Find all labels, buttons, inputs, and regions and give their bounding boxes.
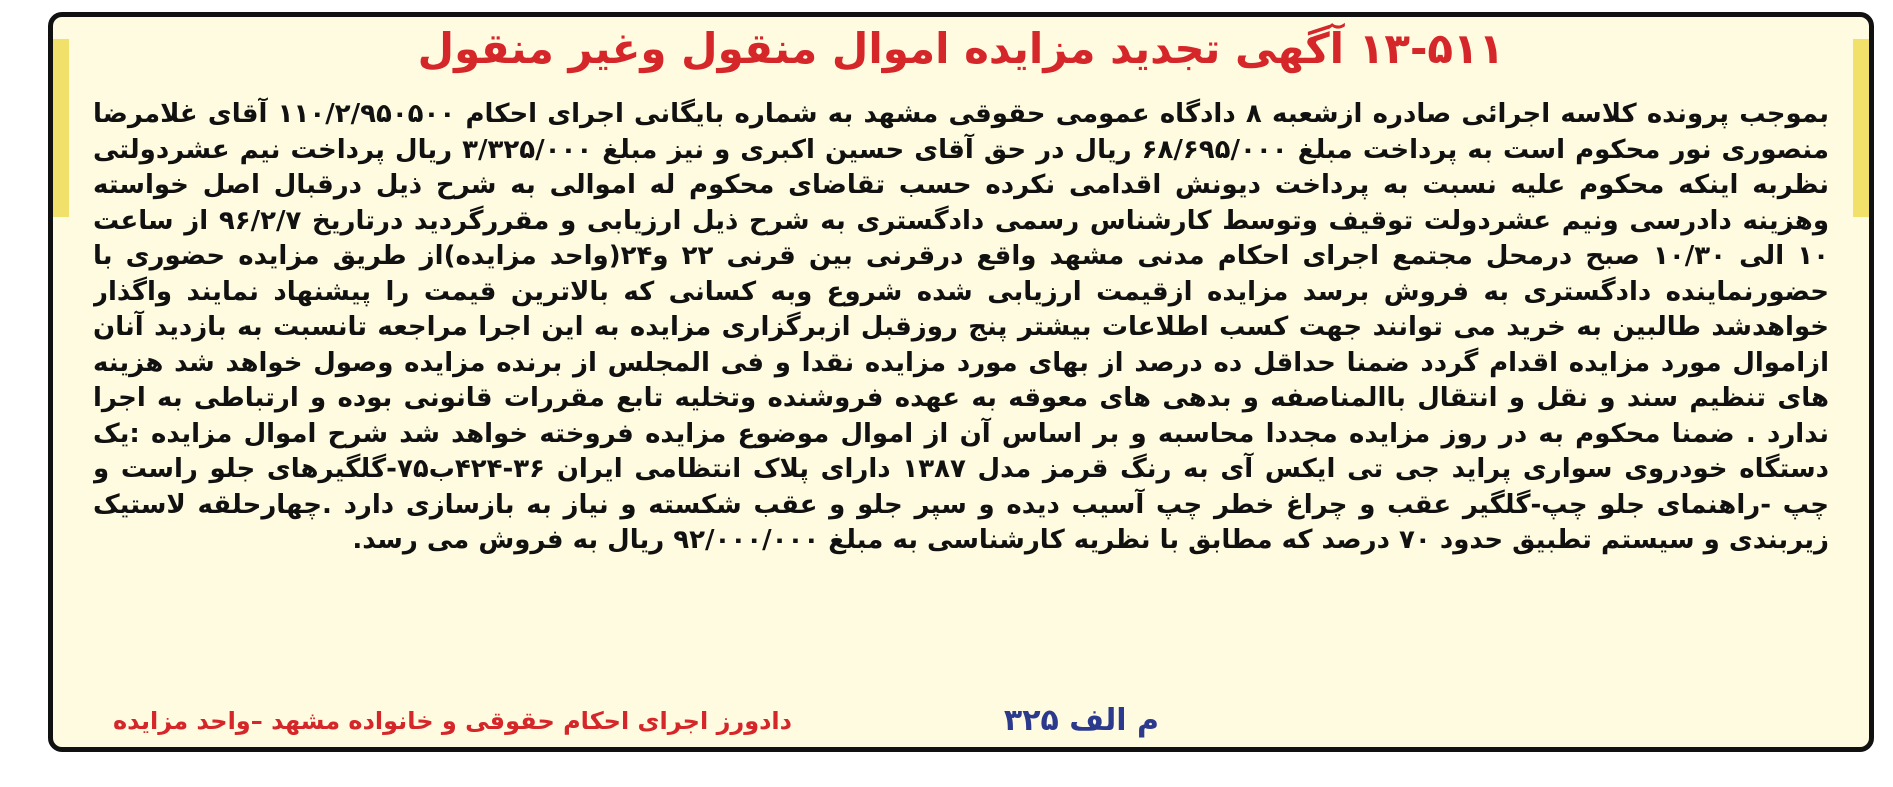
issuer-signature: دادورز اجرای احکام حقوقی و خانواده مشهد –واحد مزایده (113, 707, 792, 735)
notice-body: بموجب پرونده کلاسه اجرائی صادره ازشعبه ۸ دادگاه عمومی حقوقی مشهد به شماره بایگانی اجرای احکام ۱۱۰/۲/۹۵۰۵۰۰ آقای غلامرضا منصوری نور محکوم است به پرداخت مبلغ ۶۸/۶۹۵/۰۰۰ ریال در حق آقای حسین اکبری و نیز مبلغ ۳/۳۲۵/۰۰۰ ریال پرداخت نیم عشردولتی نظربه اینکه محکوم علیه نسبت به پرداخت دیونش اقدامی نکرده حسب تقاضای محکوم له اموالی به شرح ذیل درقبال اصل خواسته وهزینه دادرسی ونیم عشردولت توقیف وتوسط کارشناس رسمی دادگستری به شرح ذیل ارزیابی و مقررگردید درتاریخ ۹۶/۲/۷ از ساعت ۱۰ الی ۱۰/۳۰ صبح درمحل مجتمع اجرای احکام مدنی مشهد واقع درقرنی بین قرنی ۲۲ و۲۴(واحد مزایده)از طریق مزایده حضوری با حضورنماینده دادگستری به فروش برسد مزایده ازقیمت ارزیابی شده شروع وبه کسانی که بالاترین قیمت را پیشنهاد نمایند واگذار خواهدشد طالبین به خرید می توانند جهت کسب اطلاعات بیشتر پنج روزقبل ازبرگزاری مزایده به این اجرا مراجعه تانسبت به بازدید آنان ازاموال مورد مزایده اقدام گردد ضمنا حداقل ده درصد از بهای مورد مزایده نقدا و فی المجلس از برنده مزایده وصول خواهد شد هزینه های تنظیم سند و نقل و انتقال باالمناصفه و بدهی های معوقه به عهده فروشنده وتخلیه تابع مقررات قانونی بوده و ارتباطی به اجرا ندارد . ضمنا محکوم به در روز مزایده مجددا محاسبه و بر اساس آن از اموال موضوع مزایده فروخته خواهد شد شرح اموال مزایده :یک دستگاه خودروی سواری پراید جی تی ایکس آی به رنگ قرمز مدل ۱۳۸۷ دارای پلاک انتظامی ایران ۳۶-۴۲۴ب۷۵-گلگیرهای جلو راست و چپ -راهنمای جلو چپ-گلگیر عقب و چراغ خطر چپ آسیب دیده و سپر جلو و عقب شکسته و نیاز به بازسازی دارد .چهارحلقه لاستیک زیربندی و سیستم تطبیق حدود ۷۰ درصد که مطابق با نظریه کارشناسی به مبلغ ۹۲/۰۰۰/۰۰۰ ریال به فروش می رسد. (93, 99, 1829, 555)
notice-title: ۱۳-۵۱۱ آگهی تجدید مزایده اموال منقول وغیر منقول (417, 24, 1505, 73)
notice-footer (93, 701, 1829, 741)
notice-frame (48, 12, 1874, 752)
reference-number: م الف ۳۲۵ (1003, 703, 1159, 738)
